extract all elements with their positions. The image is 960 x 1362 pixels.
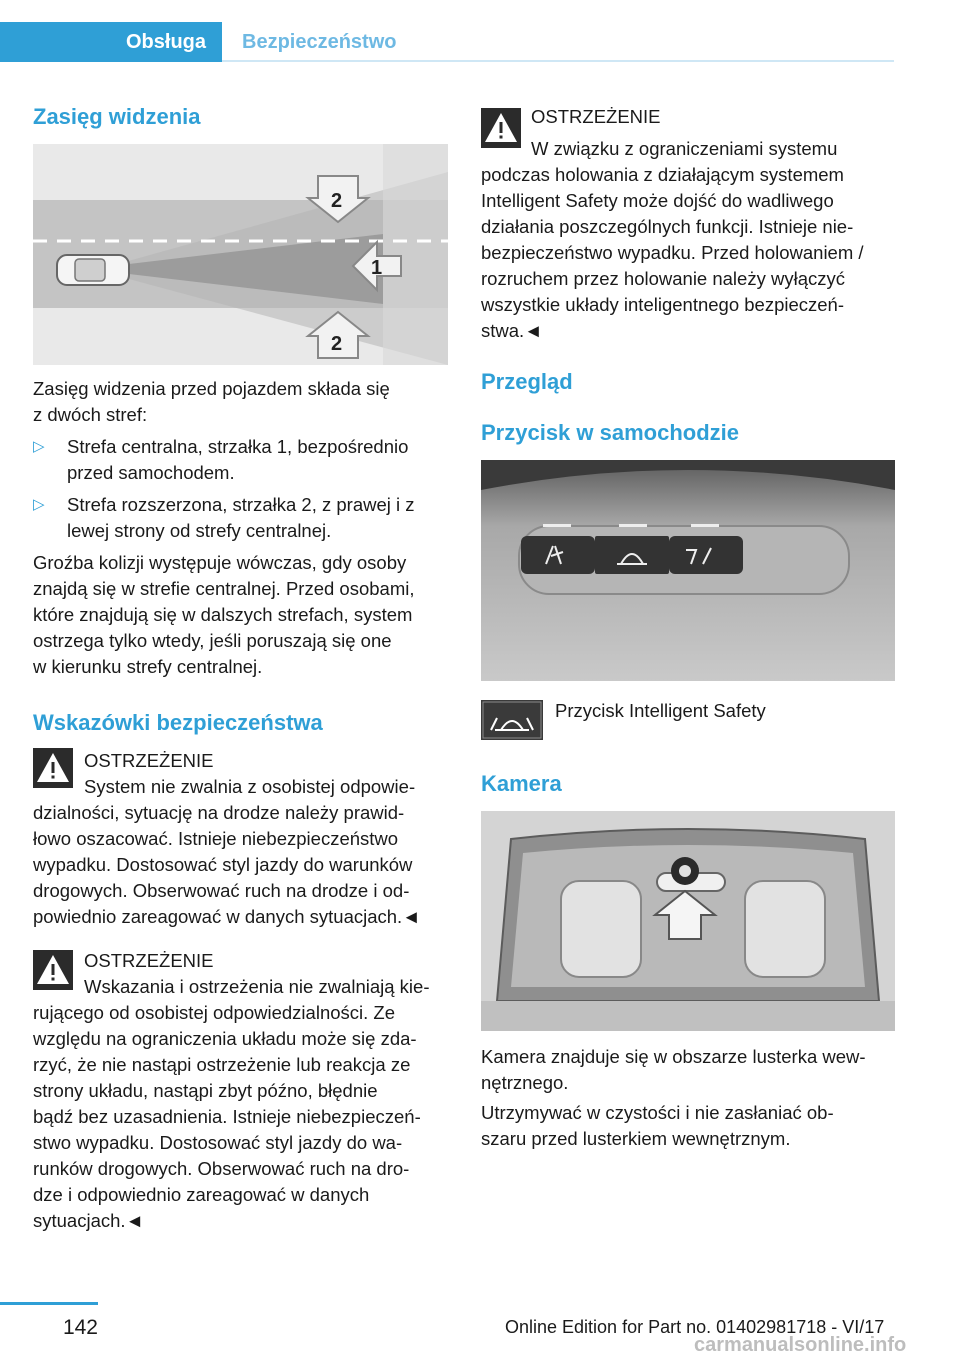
camera-photo — [481, 811, 895, 1031]
bullet-item — [33, 492, 449, 544]
bullet-triangle-icon: ▷ — [33, 438, 45, 455]
warning3-title: OSTRZEŻENIE — [531, 106, 661, 127]
bullet-item — [33, 434, 449, 486]
bullet-text: Strefa rozszerzona, strzałka 2, z prawej i z lewej strony od strefy centralnej. — [67, 494, 415, 541]
intelligent-safety-icon — [481, 700, 543, 740]
bullet-text: Strefa centralna, strzałka 1, bezpośrednio przed samochodem. — [67, 436, 409, 483]
range-diagram — [33, 144, 448, 365]
page-header — [0, 22, 960, 62]
tab-obsluga[interactable]: Obsługa — [0, 22, 222, 62]
warning1-body — [33, 774, 453, 930]
collision-paragraph: Groźba kolizji występuje wówczas, gdy osoby znajdą się w strefie centralnej. Przed osobami, które znajdują się w dalszych strefach, system ostrzega tylko wtedy, jeśli poruszają się one w kierunku strefy centralnej. — [33, 552, 415, 677]
button-caption: Przycisk Intelligent Safety — [555, 700, 766, 721]
intro-text: Zasięg widzenia przed pojazdem składa się z dwóch stref: — [33, 378, 390, 425]
warning3-text: W związku z ograniczeniami systemu podczas holowania z działającym systemem Intelligent Safety może dojść do wadliwego działania poszczególnych funkcji. Istnieje nie- bezpieczeństwo wypadku. Przed holowaniem / rozruchem przez holowanie należy wyłączyć wszystkie układy inteligentnego bezpieczeń- stwa.◄ — [481, 138, 864, 341]
heading-kamera: Kamera — [481, 771, 562, 796]
edition-text: Online Edition for Part no. 01402981718 - VI/17 — [505, 1317, 885, 1337]
camera-paragraph-2: Utrzymywać w czystości i nie zasłaniać ob- szaru przed lusterkiem wewnętrznym. — [481, 1102, 834, 1149]
heading-zasieg-widzenia: Zasięg widzenia — [33, 104, 201, 129]
arrow-2-bottom-label: 2 — [331, 333, 343, 355]
arrow-1-label: 1 — [371, 257, 383, 279]
button-photo — [481, 460, 895, 681]
page-number: 142 — [62, 1316, 98, 1339]
arrow-2-top-label: 2 — [331, 190, 343, 212]
bullet-triangle-icon: ▷ — [33, 496, 45, 513]
heading-przycisk: Przycisk w samochodzie — [481, 420, 739, 445]
warning2-text: Wskazania i ostrzeżenia nie zwalniają kie- rującego od osobistej odpowiedzialności. Ze względu na ograniczenia układu może się zda- rzyć, że nie nastąpi ostrzeżenie lub reakcja ze strony układu, nastąpi zbyt późno, błędnie bądź bez uzasadnienia. Istnieje niebezpieczeń- stwo wypadku. Dostosować styl jazdy do wa- runków drogowych. Obserwować ruch na dro- dze i odpowiednio zareagować w danych sytuacjach.◄ — [33, 976, 430, 1231]
footer-divider — [0, 1302, 98, 1305]
warning1-text: System nie zwalnia z osobistej odpowie- dzialności, sytuację na drodze należy prawid- łowo oszacować. Istnieje niebezpieczeństwo wypadku. Dostosować styl jazdy do warunków drogowych. Obserwować ruch na drodze i od- powiednio zareagować w danych sytuacjach.◄ — [33, 776, 421, 927]
watermark: carmanualsonline.info — [694, 1334, 907, 1356]
heading-przeglad: Przegląd — [481, 369, 573, 394]
tab-bezpieczenstwo[interactable]: Bezpieczeństwo — [242, 31, 397, 53]
warning1-title: OSTRZEŻENIE — [84, 750, 214, 771]
button-right-icon — [669, 536, 743, 574]
camera-paragraph-1: Kamera znajduje się w obszarze lusterka wew- nętrznego. — [481, 1046, 866, 1093]
header-divider — [222, 60, 894, 62]
warning2-body — [33, 974, 453, 1234]
warning3-body — [481, 136, 901, 344]
warning2-title: OSTRZEŻENIE — [84, 950, 214, 971]
heading-wskazowki: Wskazówki bezpieczeństwa — [33, 710, 323, 735]
